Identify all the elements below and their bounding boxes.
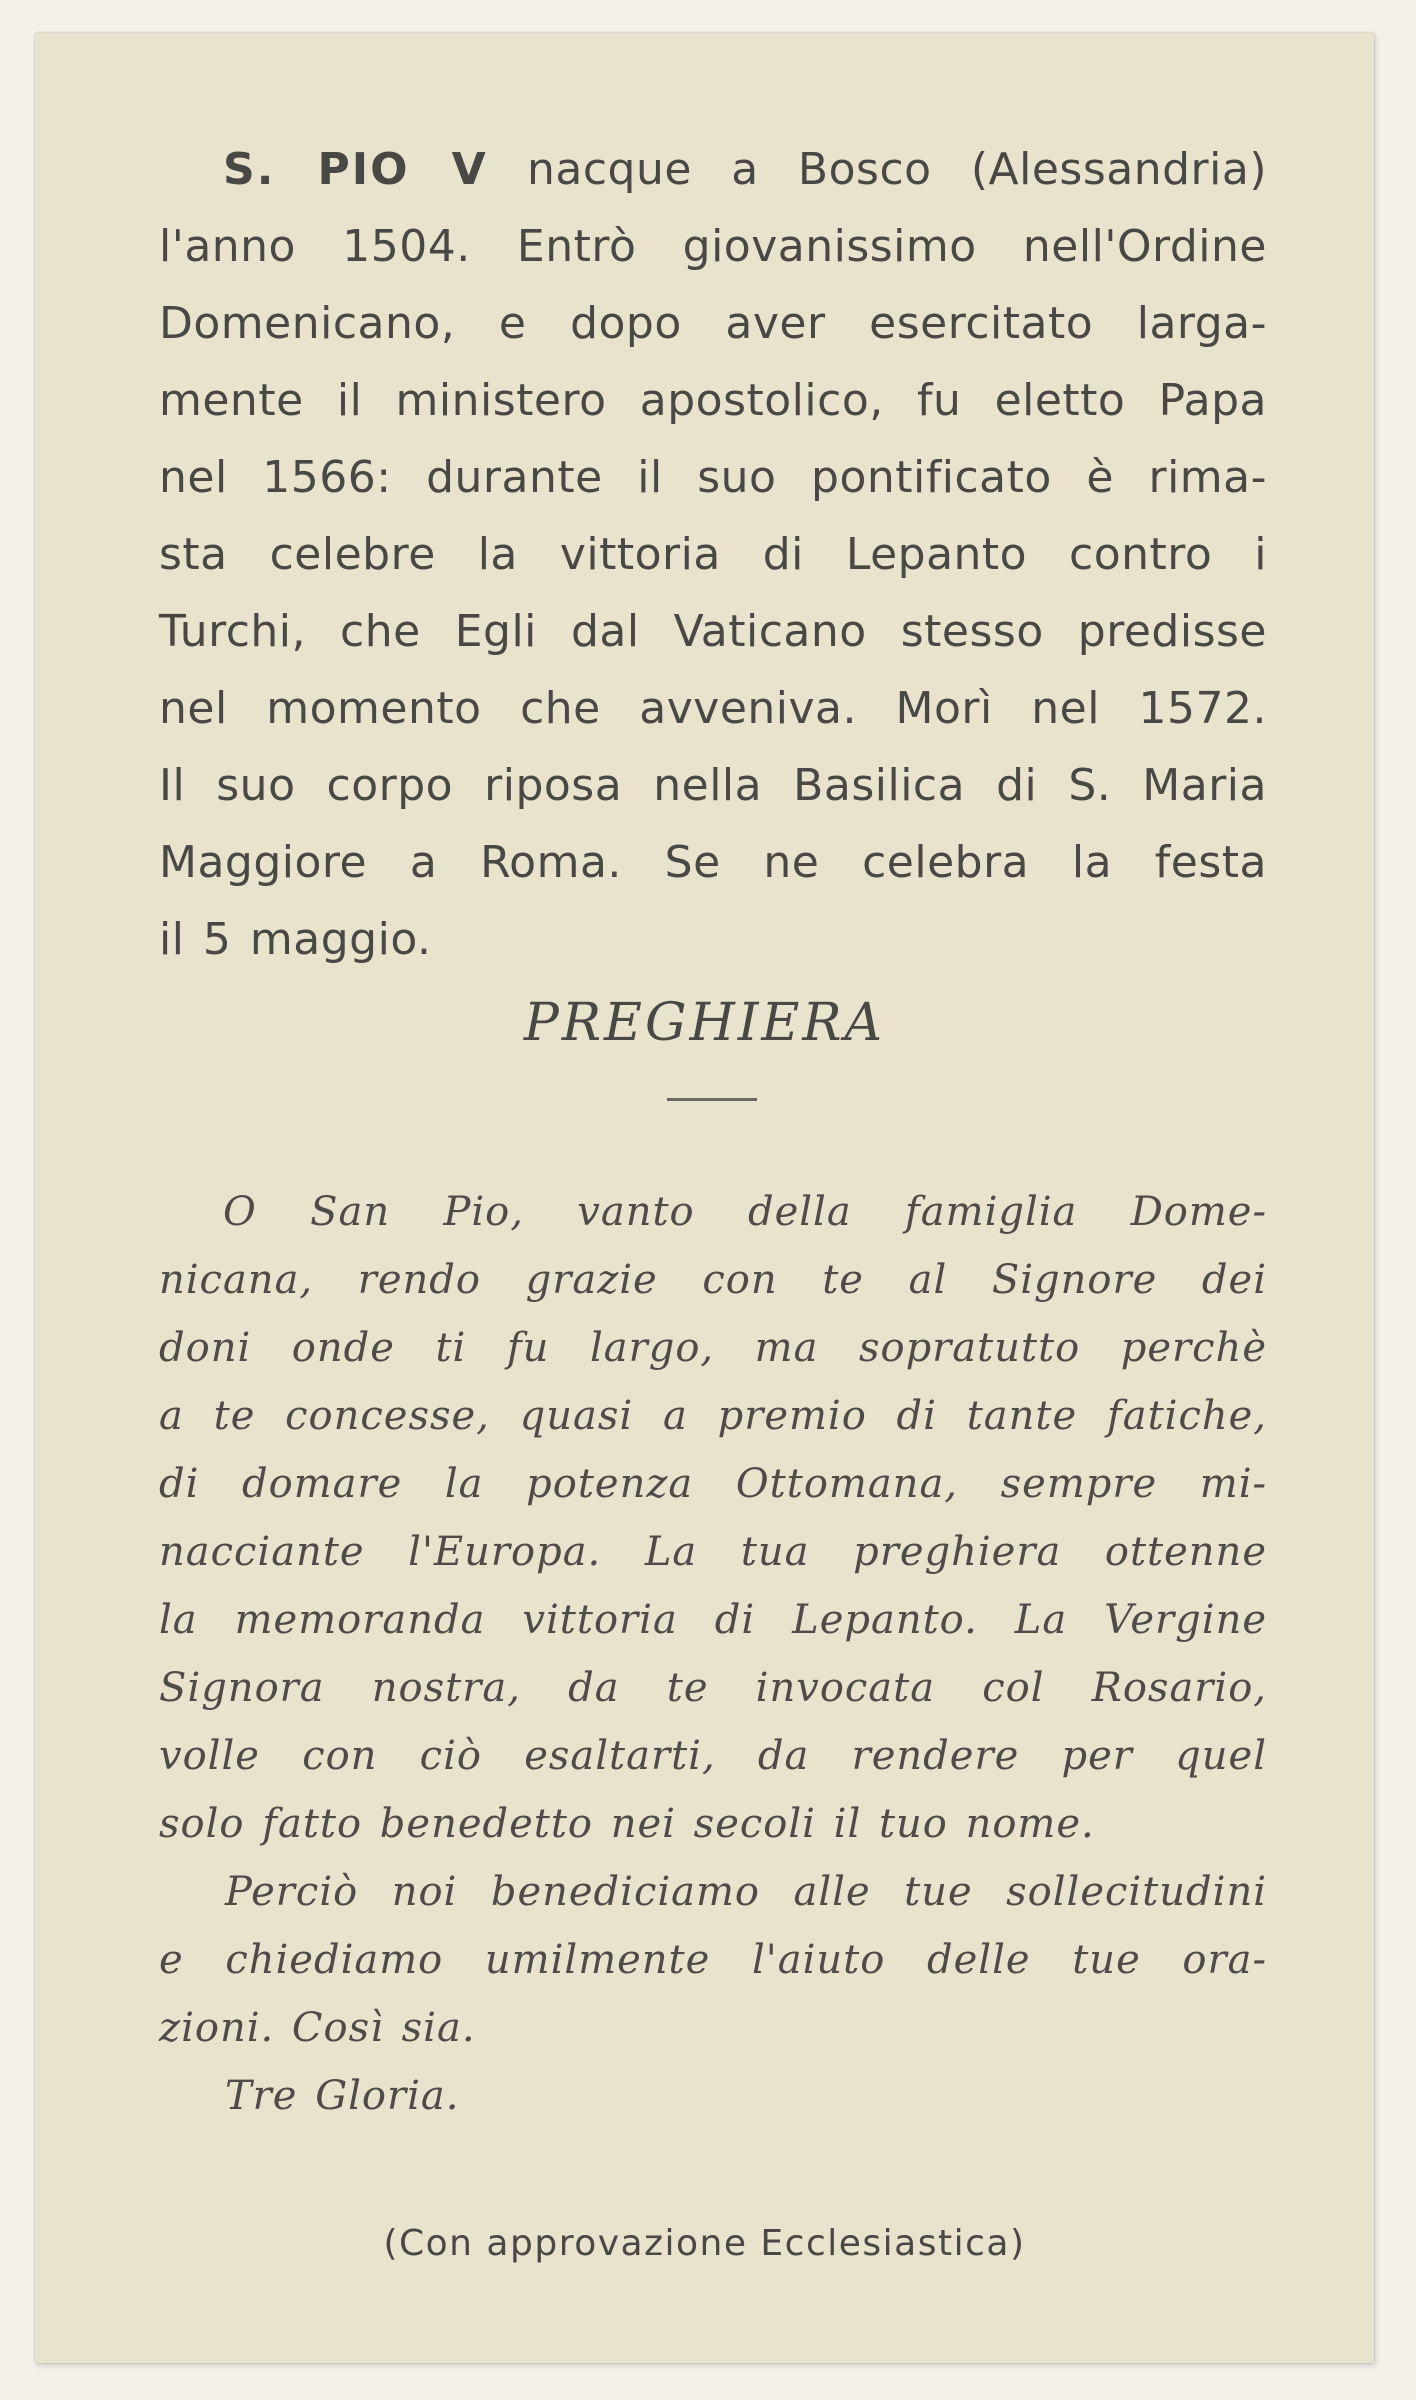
prayer-text xyxy=(159,1178,1267,2130)
prayer-line: la memoranda vittoria di Lepanto. La Vergine xyxy=(159,1597,1267,1643)
biography-text xyxy=(159,131,1267,978)
prayer-closing: Tre Gloria. xyxy=(225,2073,460,2119)
biography-line: S. PIO V nacque a Bosco (Alessandria) xyxy=(223,144,1267,195)
saint-name: S. PIO V xyxy=(223,144,488,195)
prayer-line: nicana, rendo grazie con te al Signore dei xyxy=(159,1257,1267,1303)
biography-line: mente il ministero apostolico, fu eletto Papa xyxy=(159,375,1267,426)
approval-note: (Con approvazione Ecclesiastica) xyxy=(383,2223,1026,2264)
prayer-line: O San Pio, vanto della famiglia Dome- xyxy=(223,1189,1267,1235)
biography-line: nel 1566: durante il suo pontificato è rima- xyxy=(159,452,1267,503)
biography-line: Turchi, che Egli dal Vaticano stesso predisse xyxy=(159,606,1267,657)
prayer-line: nacciante l'Europa. La tua preghiera ottenne xyxy=(159,1529,1267,1575)
biography-line: Maggiore a Roma. Se ne celebra la festa xyxy=(159,837,1267,888)
biography-line: Domenicano, e dopo aver esercitato larga- xyxy=(159,298,1267,349)
prayer-line: doni onde ti fu largo, ma sopratutto perchè xyxy=(159,1325,1267,1371)
prayer-title: PREGHIERA xyxy=(523,993,886,1053)
prayer-line: e chiediamo umilmente l'aiuto delle tue ora- xyxy=(159,1937,1267,1983)
title-divider xyxy=(667,1098,757,1101)
biography-line: l'anno 1504. Entrò giovanissimo nell'Ordine xyxy=(159,221,1267,272)
prayer-line: zioni. Così sia. xyxy=(159,2005,476,2051)
prayer-line: volle con ciò esaltarti, da rendere per quel xyxy=(159,1733,1267,1779)
prayer-line: Perciò noi benediciamo alle tue sollecitudini xyxy=(225,1869,1267,1915)
prayer-line: solo fatto benedetto nei secoli il tuo nome. xyxy=(159,1801,1095,1847)
prayer-line: di domare la potenza Ottomana, sempre mi- xyxy=(159,1461,1267,1507)
prayer-line: Signora nostra, da te invocata col Rosario, xyxy=(159,1665,1267,1711)
biography-line: nel momento che avveniva. Morì nel 1572. xyxy=(159,683,1267,734)
prayer-line: a te concesse, quasi a premio di tante fatiche, xyxy=(159,1393,1267,1439)
biography-line: sta celebre la vittoria di Lepanto contro i xyxy=(159,529,1267,580)
prayer-card xyxy=(35,33,1374,2363)
biography-line: Il suo corpo riposa nella Basilica di S. Maria xyxy=(159,760,1267,811)
biography-line: il 5 maggio. xyxy=(159,914,432,965)
